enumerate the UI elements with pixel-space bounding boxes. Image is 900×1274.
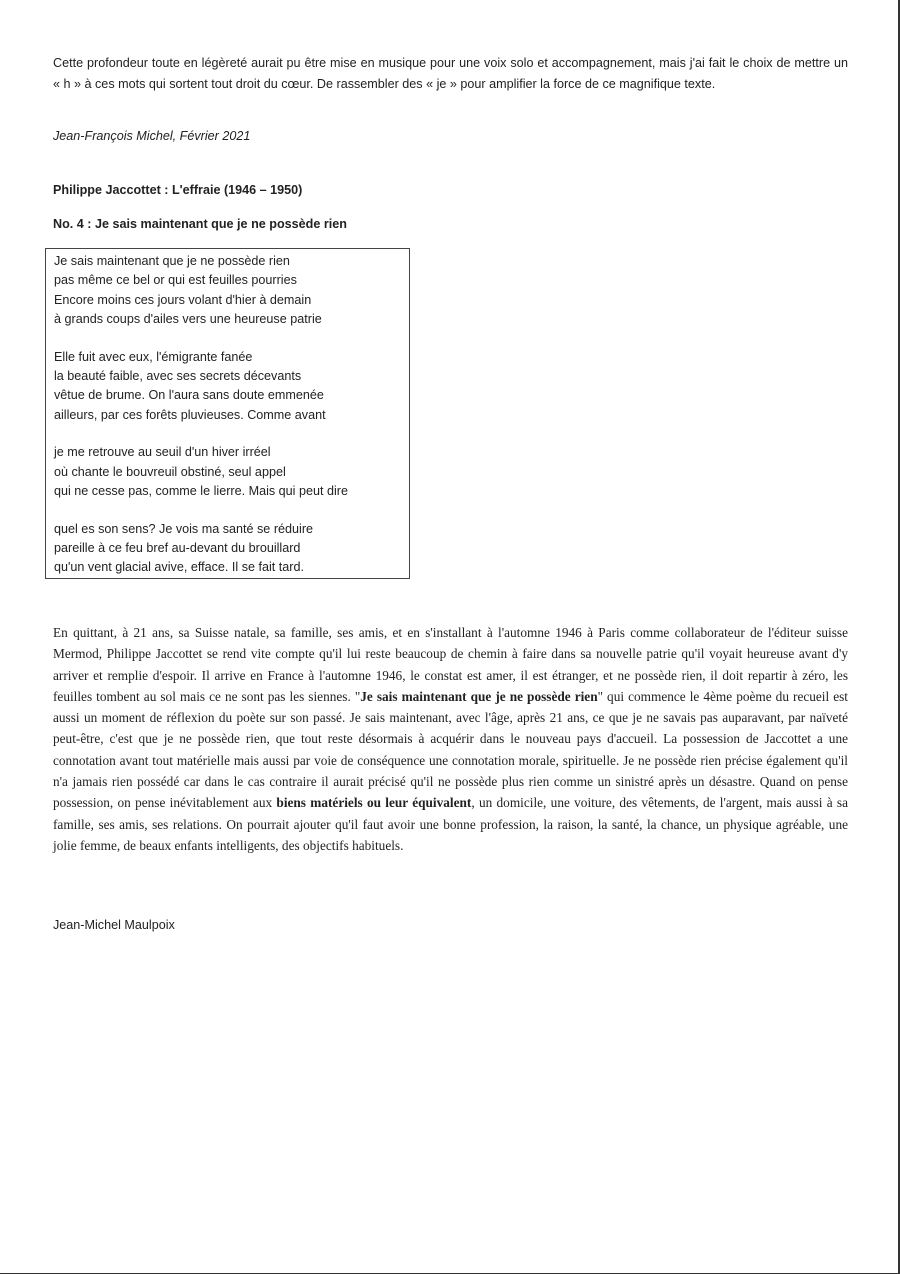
intro-signature: Jean-François Michel, Février 2021 [53,129,251,143]
essay-text: " qui commence le 4ème poème du recueil est aussi un moment de réflexion du poète sur son passé. Je sais maintenant, avec l'âge, après 21 ans, ce que je ne savais pas auparavant, par naïveté peut-être, c'est que je ne possède rien, que tout reste désormais à acquérir dans le nouveau pays d'accueil. La possession de Jaccottet a une connotation avant tout matérielle mais aussi par voie de conséquence une connotation morale, spirituelle. Je ne possède rien précise également qu'il n'a jamais rien possédé car dans le cas contraire il aurait précisé qu'il ne possède plus rien comme un sinistré après un désastre. Quand on pense possession, on pense inévitablement aux [53,688,848,811]
poem-verse: qu'un vent glacial avive, efface. Il se fait tard. [54,560,304,575]
poem-stanza-4 [54,520,409,578]
poem-stanza-2 [54,348,409,425]
poem-stanza-3 [54,443,409,501]
essay-signature: Jean-Michel Maulpoix [53,918,175,932]
poem-verse: où chante le bouvreuil obstiné, seul appel [54,464,286,479]
poem-verse: la beauté faible, avec ses secrets décevants [54,368,302,383]
essay-paragraph [53,622,848,856]
poem-verse: Encore moins ces jours volant d'hier à demain [54,292,312,307]
poem-stanza-1 [54,252,409,329]
poem-verse: ailleurs, par ces forêts pluvieuses. Comme avant [54,407,326,422]
poem-verse: à grands coups d'ailes vers une heureuse patrie [54,311,322,326]
poem-box [45,248,410,579]
poem-verse: quel es son sens? Je vois ma santé se réduire [54,521,314,536]
poem-verse: vêtue de brume. On l'aura sans doute emmenée [54,388,324,403]
essay-emphasis: Je sais maintenant que je ne possède rien [360,688,598,704]
essay-emphasis: biens matériels ou leur équivalent [276,795,472,811]
essay-text: , un domicile, une voiture, des vêtements, de l'argent, mais aussi à sa famille, ses amis, ses relations. On pourrait ajouter qu'il faut avoir une bonne profession, la raison, la santé, la chance, un physique agréable, une jolie femme, de beaux enfants intelligents, des objectifs habituels. [53,795,849,853]
poem-verse: Je sais maintenant que je ne possède rien [54,254,290,268]
collection-heading: Philippe Jaccottet : L'effraie (1946 – 1950) [53,183,303,197]
essay-text: En quittant, à 21 ans, sa Suisse natale, sa famille, ses amis, et en s'installant à l'automne 1946 à Paris comme collaborateur de l'éditeur suisse Mermod, Philippe Jaccottet se rend vite compte qu'il lui reste beaucoup de chemin à faire dans sa nouvelle patrie qu'il voyait heureuse avant d'y arriver et remplie d'espoir. Il arrive en France à l'automne 1946, le constat est amer, il est étranger, et ne possède rien, il doit repartir à zéro, les feuilles tombent au sol mais ce ne sont pas les siennes. " [53,625,848,704]
intro-paragraph: Cette profondeur toute en légèreté aurait pu être mise en musique pour une voix solo et accompagnement, mais j'ai fait le choix de mettre un « h » à ces mots qui sortent tout droit du cœur. De rassembler des « je » pour amplifier la force de ce magnifique texte. [53,56,848,91]
poem-verse: Elle fuit avec eux, l'émigrante fanée [54,349,253,364]
poem-verse: je me retrouve au seuil d'un hiver irréel [54,445,271,460]
poem-verse: pareille à ce feu bref au-devant du brouillard [54,541,301,556]
poem-verse: qui ne cesse pas, comme le lierre. Mais qui peut dire [54,483,348,498]
poem-verse: pas même ce bel or qui est feuilles pourries [54,273,297,288]
poem-title: No. 4 : Je sais maintenant que je ne possède rien [53,217,347,231]
